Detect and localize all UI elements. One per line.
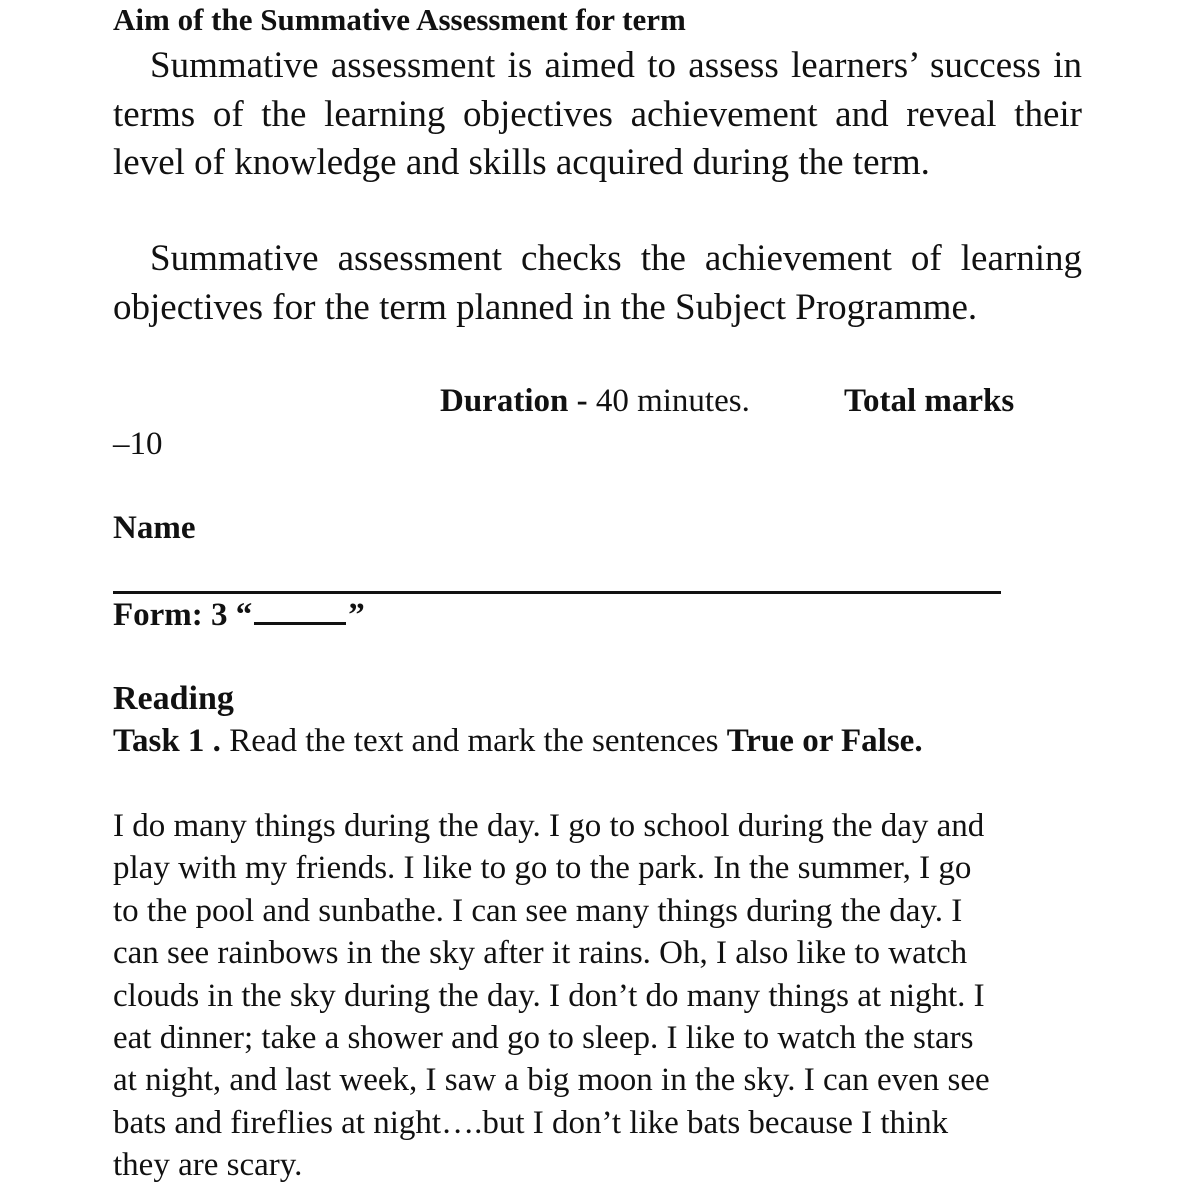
duration-label: Duration - bbox=[440, 383, 588, 419]
reading-text-line: can see rainbows in the sky after it rains. Oh, I also like to watch bbox=[113, 935, 968, 972]
reading-text-line: bats and fireflies at night….but I don’t like bats because I think bbox=[113, 1104, 949, 1141]
reading-text-line: to the pool and sunbathe. I can see many things during the day. I bbox=[113, 892, 963, 929]
reading-text-line: at night, and last week, I saw a big moon in the sky. I can even see bbox=[113, 1062, 990, 1099]
aim-paragraph-1: Summative assessment is aimed to assess learners’ success in terms of the learning objectives achievement and reveal their level of knowledge and skills acquired during the term. bbox=[113, 45, 1082, 183]
task-label: Task 1 . bbox=[113, 723, 221, 759]
form-field bbox=[113, 594, 365, 634]
task-text: Read the text and mark the sentences bbox=[220, 723, 727, 759]
task-emphasis: True or False. bbox=[726, 723, 923, 759]
aim-paragraph-2: Summative assessment checks the achievement of learning objectives for the term planned in the Subject Programme. bbox=[113, 238, 1082, 328]
total-marks-label: Total marks bbox=[844, 383, 1015, 419]
task-instruction bbox=[113, 723, 923, 760]
form-suffix: ” bbox=[348, 597, 365, 633]
reading-text-line: eat dinner; take a shower and go to sleep. I like to watch the stars bbox=[113, 1020, 974, 1057]
name-label: Name bbox=[113, 510, 196, 546]
reading-text-line: play with my friends. I like to go to the park. In the summer, I go bbox=[113, 850, 972, 887]
section-heading: Aim of the Summative Assessment for term bbox=[113, 2, 686, 37]
reading-text bbox=[113, 805, 1093, 1187]
total-marks-value: –10 bbox=[113, 426, 163, 462]
reading-text-line: I do many things during the day. I go to school during the day and bbox=[113, 808, 985, 844]
reading-text-line: they are scary. bbox=[113, 1147, 303, 1184]
form-letter-blank[interactable] bbox=[254, 594, 346, 625]
reading-title: Reading bbox=[113, 680, 234, 717]
reading-text-line: clouds in the sky during the day. I don’t do many things at night. I bbox=[113, 977, 985, 1014]
duration-value: 40 minutes. bbox=[587, 383, 750, 419]
form-prefix: Form: 3 “ bbox=[113, 597, 253, 633]
duration-info bbox=[440, 383, 750, 420]
